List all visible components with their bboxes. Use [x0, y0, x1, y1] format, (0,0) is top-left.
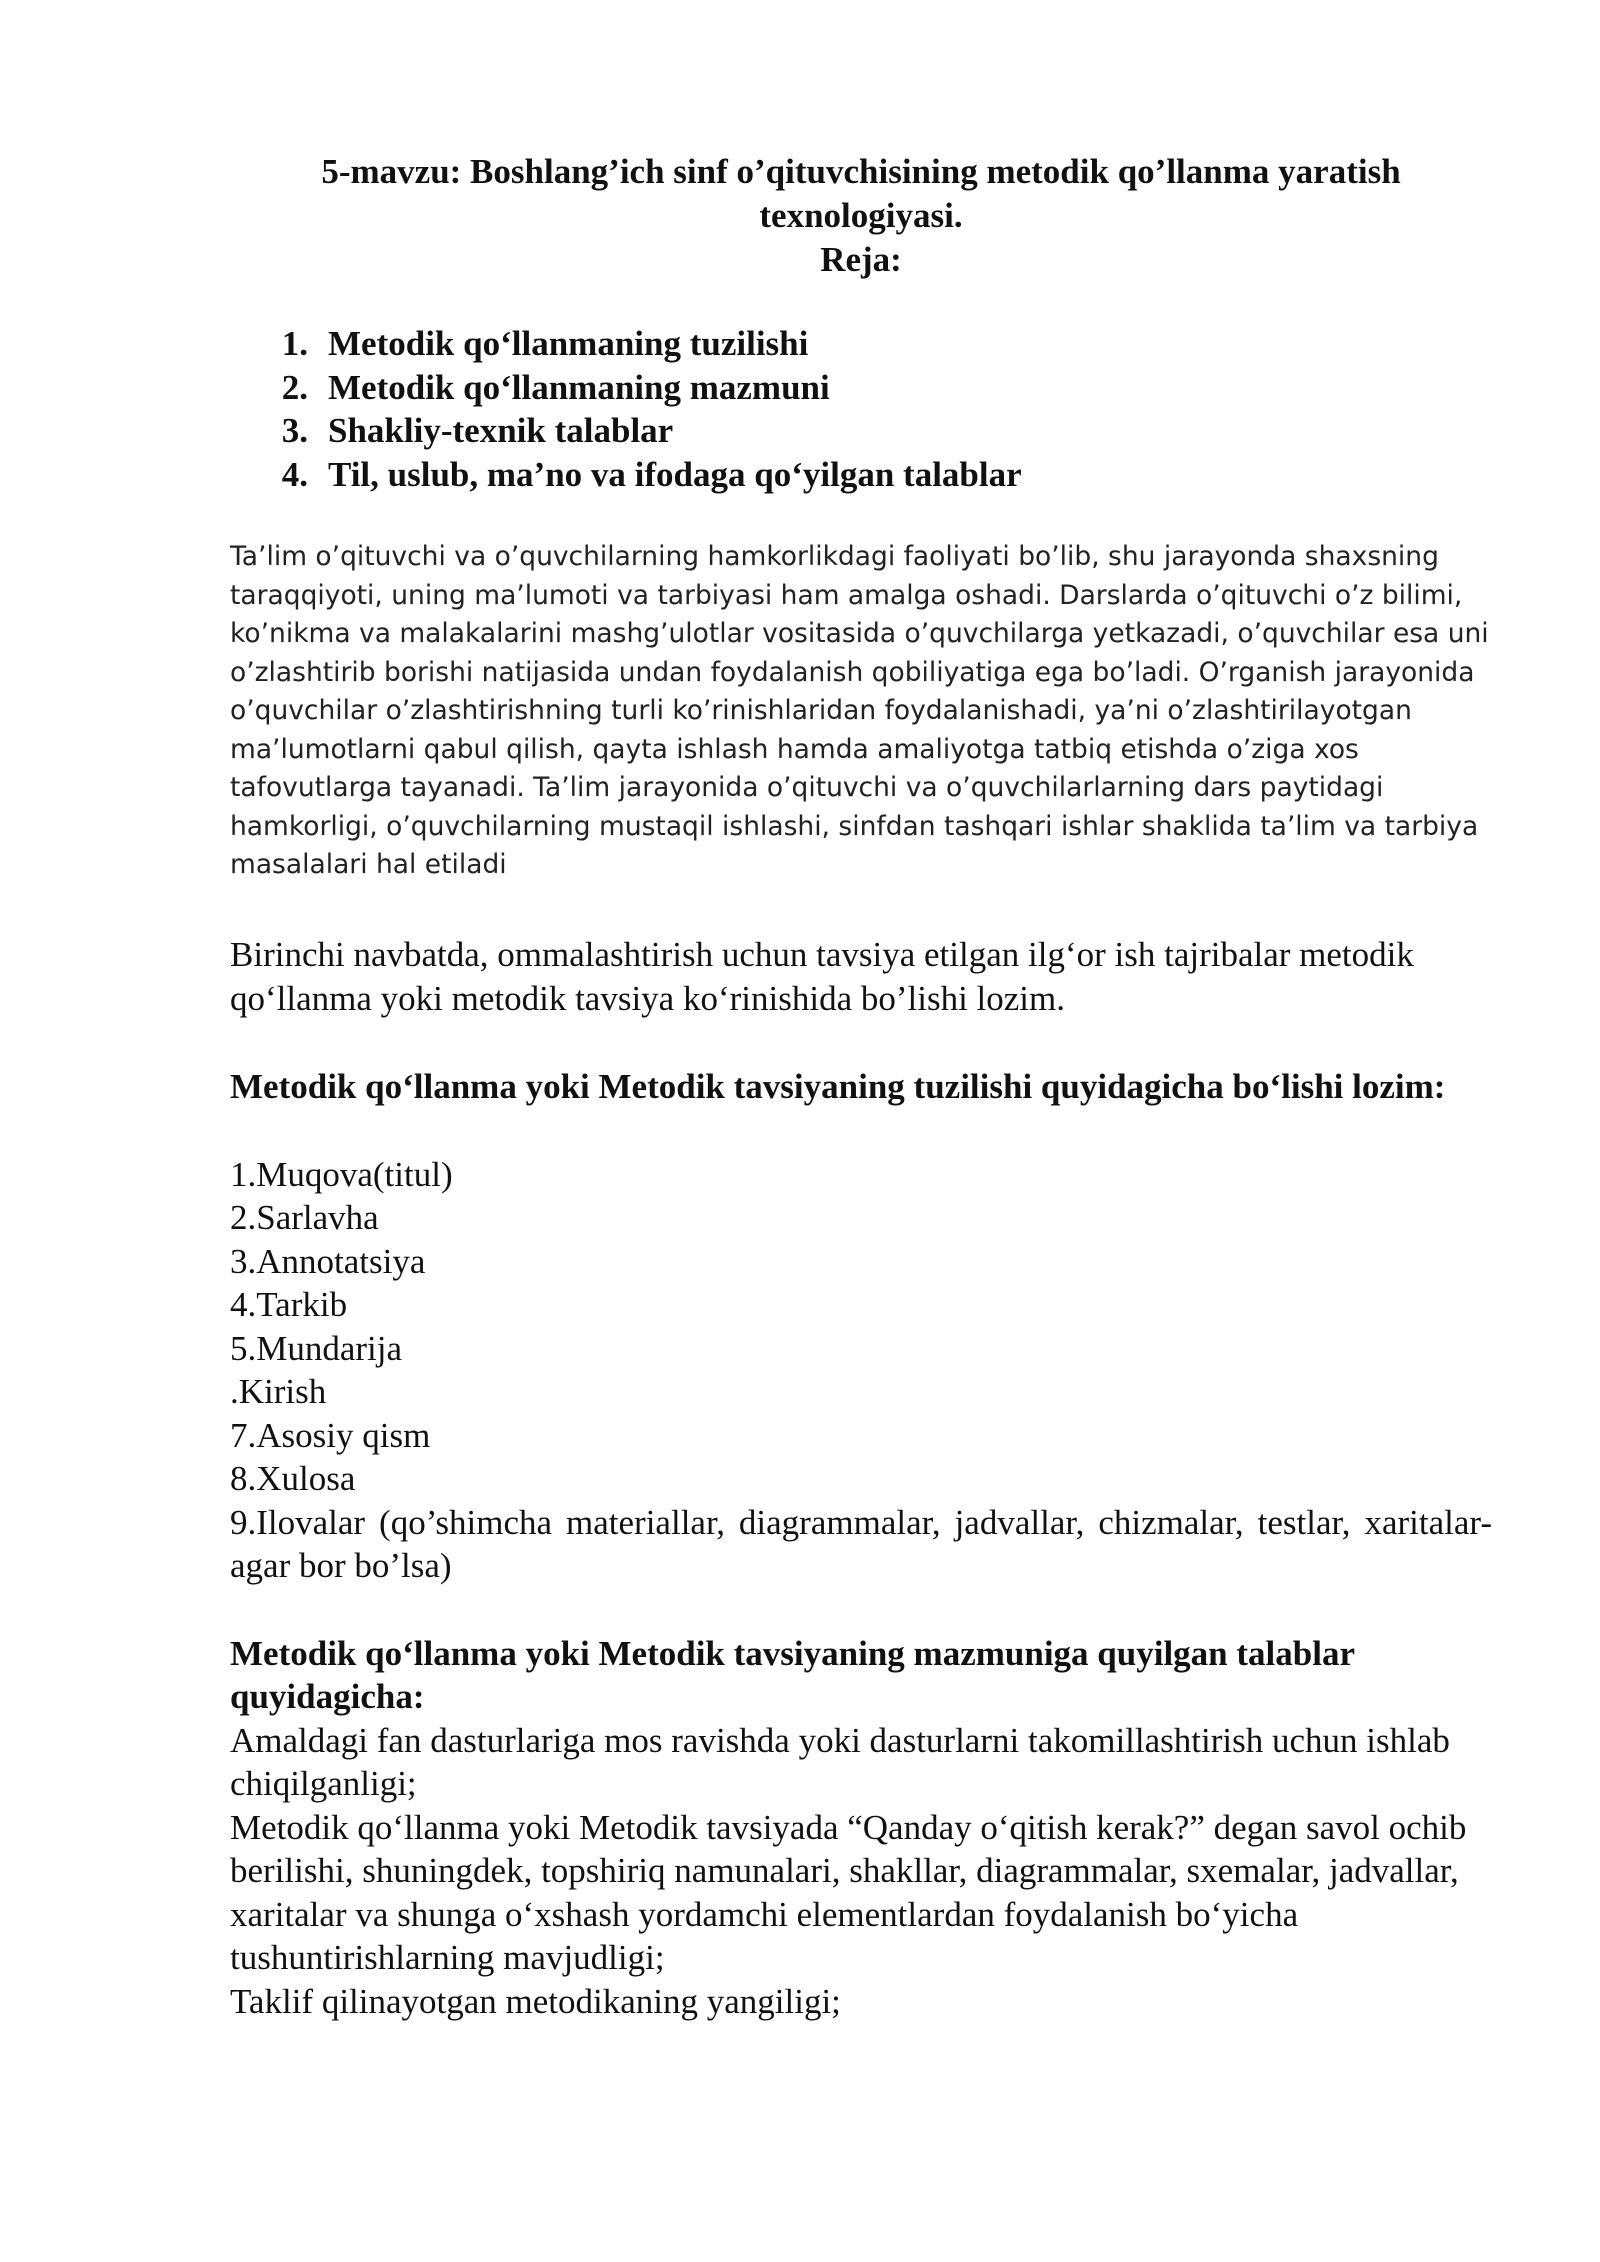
structure-item: 3.Annotatsiya — [230, 1241, 426, 1281]
structure-list — [230, 1153, 1492, 1588]
structure-item: 9.Ilovalar (qo’shimcha materiallar, diagrammalar, jadvallar, chizmalar, testlar, xaritalar-agar bor bo’lsa) — [230, 1502, 1492, 1585]
requirement-item: Metodik qo‘llanma yoki Metodik tavsiyada “Qanday o‘qitish kerak?” degan savol ochib berilishi, shuningdek, topshiriq namunalari, shakllar, diagrammalar, sxemalar, jadvallar, xaritalar va shunga o‘xshash yordamchi elementlardan foydalanish bo‘yicha tushuntirishlarning mavjudligi; — [230, 1807, 1467, 1977]
requirements-heading: Metodik qo‘llanma yoki Metodik tavsiyaning mazmuniga quyilgan talablar quyidagicha: — [230, 1633, 1355, 1716]
plan-item-text: Shakliy-texnik talablar — [328, 411, 674, 450]
structure-item: 7.Asosiy qism — [230, 1415, 431, 1455]
structure-heading: Metodik qo‘llanma yoki Metodik tavsiyaning tuzilishi quyidagicha bo‘lishi lozim: — [230, 1066, 1446, 1106]
plan-item-number: 2. — [281, 367, 308, 407]
plan-item — [230, 453, 1492, 497]
title-line-1: 5-mavzu: Boshlang’ich sinf o’qituvchisining metodik qo’llanma yaratish — [321, 152, 1401, 191]
plan-list — [230, 322, 1492, 496]
requirement-item: Taklif qilinayotgan metodikaning yangiligi; — [230, 1981, 841, 2021]
plan-label: Reja: — [820, 240, 902, 279]
intro-paragraph: Ta’lim o’qituvchi va o’quvchilarning hamkorlikdagi faoliyati bo’lib, shu jarayonda shaxsning taraqqiyoti, uning ma’lumoti va tarbiyasi ham amalga oshadi. Darslarda o’qituvchi o’z bilimi, ko’nikma va malakalarini mashg’ulotlar vositasida o’quvchilarga yetkazadi, o’quvchilar esa uni o’zlashtirib borishi natijasida undan foydalanish qobiliyatiga ega bo’ladi. O’rganish jarayonida o’quvchilar o’zlashtirishning turli ko’rinishlaridan foydalanishadi, ya’ni o’zlashtirilayotgan ma’lumotlarni qabul qilish, qayta ishlash hamda amaliyotga tatbiq etishda o’ziga xos tafovutlarga tayanadi. Ta’lim jarayonida o’qituvchi va o’quvchilarlarning dars paytidagi hamkorligi, o’quvchilarning mustaqil ishlashi, sinfdan tashqari ishlar shaklida ta’lim va tarbiya masalalari hal etiladi — [230, 541, 1489, 880]
document-title — [230, 150, 1492, 238]
plan-item — [230, 366, 1492, 410]
structure-item: 4.Tarkib — [230, 1285, 348, 1324]
document-page — [230, 150, 1492, 2023]
structure-item: 5.Mundarija — [230, 1328, 403, 1368]
requirement-item: Amaldagi fan dasturlariga mos ravishda yoki dasturlarni takomillashtirish uchun ishlab chiqilganligi; — [230, 1720, 1450, 1803]
plan-item — [230, 322, 1492, 366]
structure-item: 2.Sarlavha — [230, 1198, 379, 1237]
title-line-2: texnologiyasi. — [759, 196, 963, 235]
plan-item-text: Metodik qo‘llanmaning tuzilishi — [328, 324, 809, 363]
plan-item-number: 3. — [281, 411, 308, 450]
plan-item — [230, 409, 1492, 453]
structure-item: .Kirish — [230, 1372, 327, 1411]
plan-item-number: 4. — [281, 454, 308, 494]
structure-item: 1.Muqova(titul) — [230, 1154, 453, 1194]
structure-item: 8.Xulosa — [230, 1459, 356, 1498]
plan-item-text: Metodik qo‘llanmaning mazmuni — [328, 367, 830, 407]
plan-item-text: Til, uslub, ma’no va ifodaga qo‘yilgan talablar — [328, 454, 1022, 494]
first-paragraph: Birinchi navbatda, ommalashtirish uchun tavsiya etilgan ilg‘or ish tajribalar metodik qo‘llanma yoki metodik tavsiya ko‘rinishida bo’lishi lozim. — [230, 934, 1414, 1018]
plan-item-number: 1. — [281, 324, 308, 363]
